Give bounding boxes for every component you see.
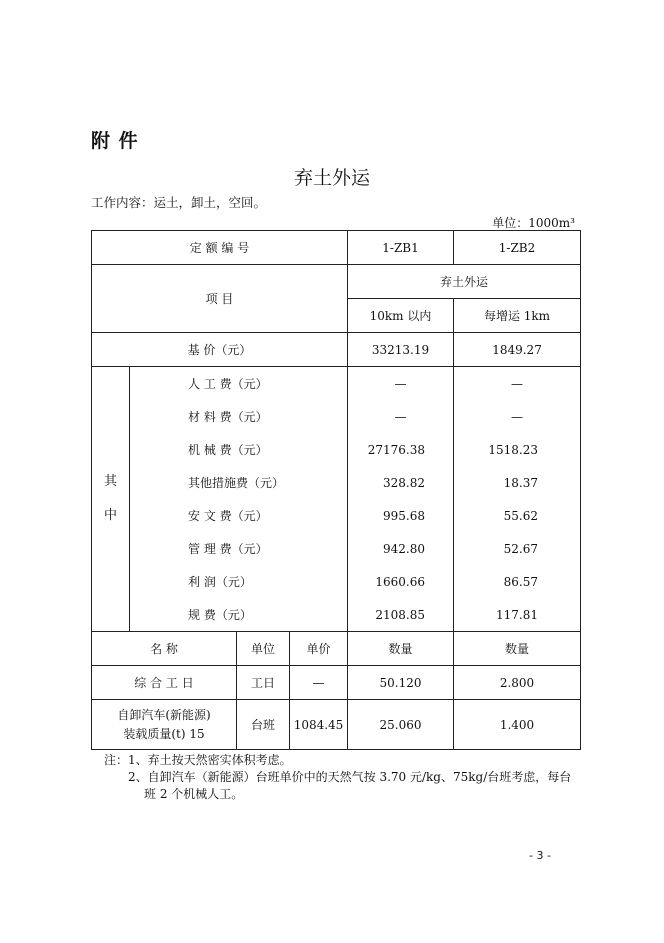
row-name-line-2: 装载质量(t) 15 bbox=[123, 726, 205, 741]
breakdown-label-2: 中 bbox=[103, 508, 117, 523]
notes-prefix: 注： bbox=[104, 753, 129, 767]
row-qty-2: 2.800 bbox=[454, 666, 581, 700]
base-price-1: 33213.19 bbox=[348, 333, 454, 367]
breakdown-label: 安 文 费（元） bbox=[130, 499, 348, 532]
breakdown-value-2: — bbox=[454, 400, 581, 433]
code-1: 1-ZB1 bbox=[348, 231, 454, 265]
breakdown-value-1: 995.68 bbox=[348, 499, 454, 532]
row-qty-1: 25.060 bbox=[348, 700, 454, 750]
sub-header-1: 10km 以内 bbox=[348, 299, 454, 333]
page-title: 弃土外运 bbox=[293, 167, 370, 189]
page-number: - 3 - bbox=[529, 849, 551, 862]
breakdown-label: 人 工 费（元） bbox=[130, 367, 348, 401]
breakdown-label: 利 润（元） bbox=[130, 565, 348, 598]
notes bbox=[104, 752, 571, 803]
item-label: 项 目 bbox=[92, 265, 348, 333]
breakdown-value-1: 1660.66 bbox=[348, 565, 454, 598]
unit-label: 单位：1000m³ bbox=[492, 216, 575, 230]
column-unit: 单位 bbox=[237, 632, 290, 666]
breakdown-label-1: 其 bbox=[103, 474, 117, 489]
row-name: 综 合 工 日 bbox=[92, 666, 237, 700]
attachment-label: 附 件 bbox=[91, 130, 139, 152]
breakdown-value-2: 18.37 bbox=[454, 466, 581, 499]
breakdown-value-2: 55.62 bbox=[454, 499, 581, 532]
row-name-line-1: 自卸汽车(新能源) bbox=[117, 707, 211, 722]
quota-table bbox=[91, 230, 581, 750]
quota-no-label: 定 额 编 号 bbox=[92, 231, 348, 265]
row-price: — bbox=[290, 666, 348, 700]
breakdown-value-2: 86.57 bbox=[454, 565, 581, 598]
breakdown-label: 材 料 费（元） bbox=[130, 400, 348, 433]
work-content: 工作内容：运土，卸土，空回。 bbox=[91, 195, 267, 210]
breakdown-value-2: 52.67 bbox=[454, 532, 581, 565]
row-price: 1084.45 bbox=[290, 700, 348, 750]
breakdown-value-1: — bbox=[348, 400, 454, 433]
row-qty-1: 50.120 bbox=[348, 666, 454, 700]
base-price-2: 1849.27 bbox=[454, 333, 581, 367]
column-name: 名 称 bbox=[92, 632, 237, 666]
breakdown-group-label bbox=[92, 367, 130, 632]
column-qty-2: 数量 bbox=[454, 632, 581, 666]
row-unit: 工日 bbox=[237, 666, 290, 700]
base-price-label: 基 价（元） bbox=[92, 333, 348, 367]
row-unit: 台班 bbox=[237, 700, 290, 750]
note-item: 1、弃土按天然密实体积考虑。 bbox=[128, 753, 292, 767]
sub-header-2: 每增运 1km bbox=[454, 299, 581, 333]
group-header: 弃土外运 bbox=[348, 265, 581, 299]
breakdown-value-2: — bbox=[454, 367, 581, 401]
row-qty-2: 1.400 bbox=[454, 700, 581, 750]
breakdown-label: 机 械 费（元） bbox=[130, 433, 348, 466]
breakdown-value-1: 328.82 bbox=[348, 466, 454, 499]
breakdown-value-1: 2108.85 bbox=[348, 598, 454, 632]
breakdown-value-1: — bbox=[348, 367, 454, 401]
breakdown-label: 管 理 费（元） bbox=[130, 532, 348, 565]
note-item: 2、自卸汽车（新能源）台班单价中的天然气按 3.70 元/kg、75kg/台班考虑，每台 bbox=[128, 770, 572, 784]
code-2: 1-ZB2 bbox=[454, 231, 581, 265]
note-item: 班 2 个机械人工。 bbox=[144, 787, 244, 801]
row-name bbox=[92, 700, 237, 750]
column-price: 单价 bbox=[290, 632, 348, 666]
breakdown-label: 其他措施费（元） bbox=[130, 466, 348, 499]
breakdown-value-2: 1518.23 bbox=[454, 433, 581, 466]
column-qty-1: 数量 bbox=[348, 632, 454, 666]
breakdown-label: 规 费（元） bbox=[130, 598, 348, 632]
breakdown-value-1: 942.80 bbox=[348, 532, 454, 565]
breakdown-value-1: 27176.38 bbox=[348, 433, 454, 466]
breakdown-value-2: 117.81 bbox=[454, 598, 581, 632]
